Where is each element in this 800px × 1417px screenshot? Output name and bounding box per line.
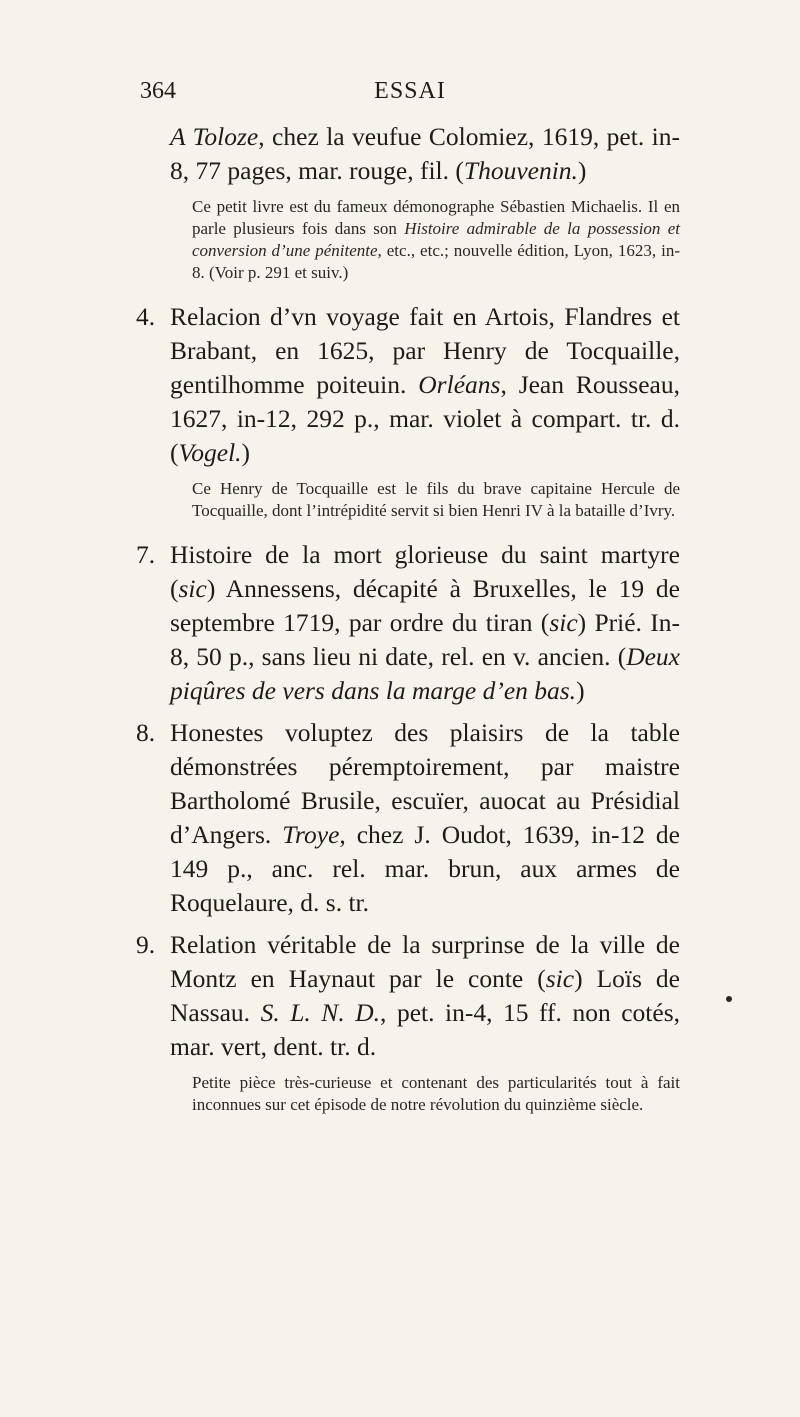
margin-ink-dot (726, 996, 732, 1002)
entry-7-condition: Deux piqûres de vers dans la marge d’en bas. (170, 642, 680, 705)
entry-3-place: A Toloze (170, 122, 259, 151)
page-body (136, 120, 681, 1132)
entry-9-note: Petite pièce très-curieuse et contenant des particularités tout à fait inconnues sur cet épisode de notre révolution du quinzième siècle. (192, 1073, 680, 1114)
entry-9: 9. Relation véritable de la surprinse de la ville de Montz en Haynaut par le conte (sic) Loïs de Nassau. S. L. N. D., pet. in-4, 15 ff. non cotés, mar. vert, dent. tr. d. (136, 930, 680, 1061)
entry-4-place: Orléans (418, 370, 501, 399)
entry-3-binder: Thouvenin. (463, 156, 578, 185)
running-title: ESSAI (374, 78, 446, 104)
entry-9-imprint: S. L. N. D. (260, 998, 381, 1027)
entry-3-continuation: A Toloze, chez la veufue Colomiez, 1619, pet. in-8, 77 pages, mar. rouge, fil. (Thouvenin.) (170, 122, 680, 185)
entry-4: 4. Relacion d’vn voyage fait en Artois, Flandres et Brabant, en 1625, par Henry de Tocquaille, gentilhomme poiteuin. Orléans, Jean Rousseau, 1627, in-12, 292 p., mar. violet à compart. tr. d. (Vogel.) (136, 302, 680, 467)
entry-4-number: 4. (136, 302, 156, 331)
entry-7-number: 7. (136, 540, 156, 569)
entry-8: 8. Honestes voluptez des plaisirs de la table démonstrées péremptoirement, par maistre Bartholomé Brusile, escuïer, auocat au Présidial d’Angers. Troye, chez J. Oudot, 1639, in-12 de 149 p., anc. rel. mar. brun, aux armes de Roquelaure, d. s. tr. (136, 718, 681, 917)
entry-3-note-title: Histoire admirable de la possession et conversion d’une pénitente (192, 219, 681, 260)
page-number: 364 (140, 78, 176, 104)
entry-4-binder: Vogel. (178, 438, 242, 467)
entry-7: 7. Histoire de la mort glorieuse du saint martyre (sic) Annessens, décapité à Bruxelles, le 19 de septembre 1719, par ordre du tiran (sic) Prié. In-8, 50 p., sans lieu ni date, rel. en v. ancien. (Deux piqûres de vers dans la marge d’en bas.) (136, 540, 681, 705)
entry-3-note: Ce petit livre est du fameux démonographe Sébastien Michaelis. Il en parle plusieurs fois dans son Histoire admirable de la possession et conversion d’une pénitente, etc., etc.; nouvelle édition, Lyon, 1623, in-8. (Voir p. 291 et suiv.) (192, 197, 681, 282)
entry-4-note: Ce Henry de Tocquaille est le fils du brave capitaine Hercule de Tocquaille, dont l’intrépidité servit si bien Henri IV à la bataille d’Ivry. (192, 479, 680, 520)
entry-8-place: Troye (282, 820, 340, 849)
entry-9-number: 9. (136, 930, 156, 959)
entry-8-number: 8. (136, 718, 156, 747)
page-header (140, 78, 680, 108)
